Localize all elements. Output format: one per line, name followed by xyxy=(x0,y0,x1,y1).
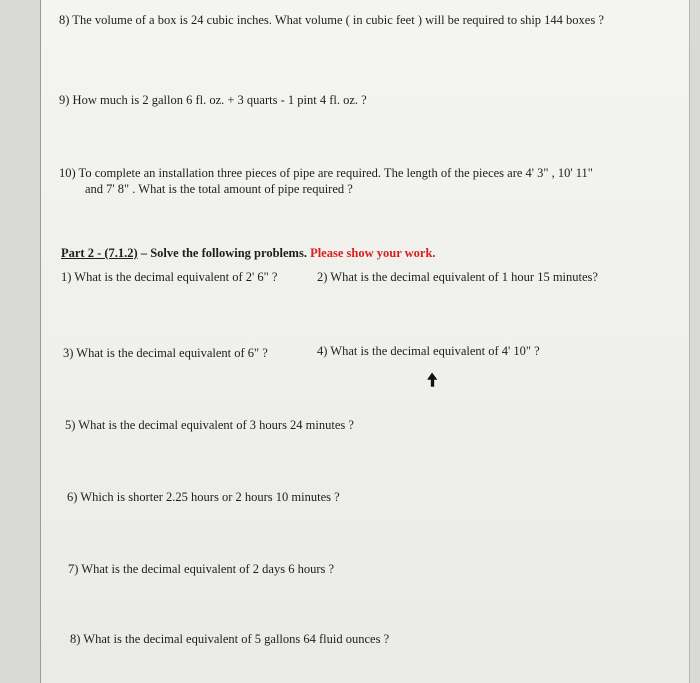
part2-question-4: 4) What is the decimal equivalent of 4' 10" ? xyxy=(317,344,540,358)
part-2-label: Part 2 - (7.1.2) xyxy=(61,246,138,260)
part2-question-8: 8) What is the decimal equivalent of 5 gallons 64 fluid ounces ? xyxy=(70,632,390,646)
question-10-line-2: and 7' 8" . What is the total amount of pipe required ? xyxy=(85,182,353,196)
part-2-instruction: – Solve the following problems. xyxy=(137,246,311,260)
question-8-volume: 8) The volume of a box is 24 cubic inches. What volume ( in cubic feet ) will be required to ship 144 boxes ? xyxy=(59,13,604,27)
question-10-line-1: 10) To complete an installation three pieces of pipe are required. The length of the pieces are 4' 3" , 10' 11" xyxy=(59,166,593,180)
part2-question-6: 6) Which is shorter 2.25 hours or 2 hours 10 minutes ? xyxy=(67,490,340,504)
worksheet-page xyxy=(40,0,690,683)
mouse-pointer-icon xyxy=(426,372,440,388)
part2-question-5: 5) What is the decimal equivalent of 3 hours 24 minutes ? xyxy=(65,418,354,432)
part-2-heading xyxy=(61,246,436,261)
part2-question-2: 2) What is the decimal equivalent of 1 hour 15 minutes? xyxy=(317,270,598,284)
question-9-gallons: 9) How much is 2 gallon 6 fl. oz. + 3 quarts - 1 pint 4 fl. oz. ? xyxy=(59,93,367,107)
part2-question-3: 3) What is the decimal equivalent of 6" ? xyxy=(63,346,268,360)
part2-question-1: 1) What is the decimal equivalent of 2' 6" ? xyxy=(61,270,278,284)
show-work-note: Please show your work. xyxy=(310,246,436,260)
part2-question-7: 7) What is the decimal equivalent of 2 days 6 hours ? xyxy=(68,562,335,576)
